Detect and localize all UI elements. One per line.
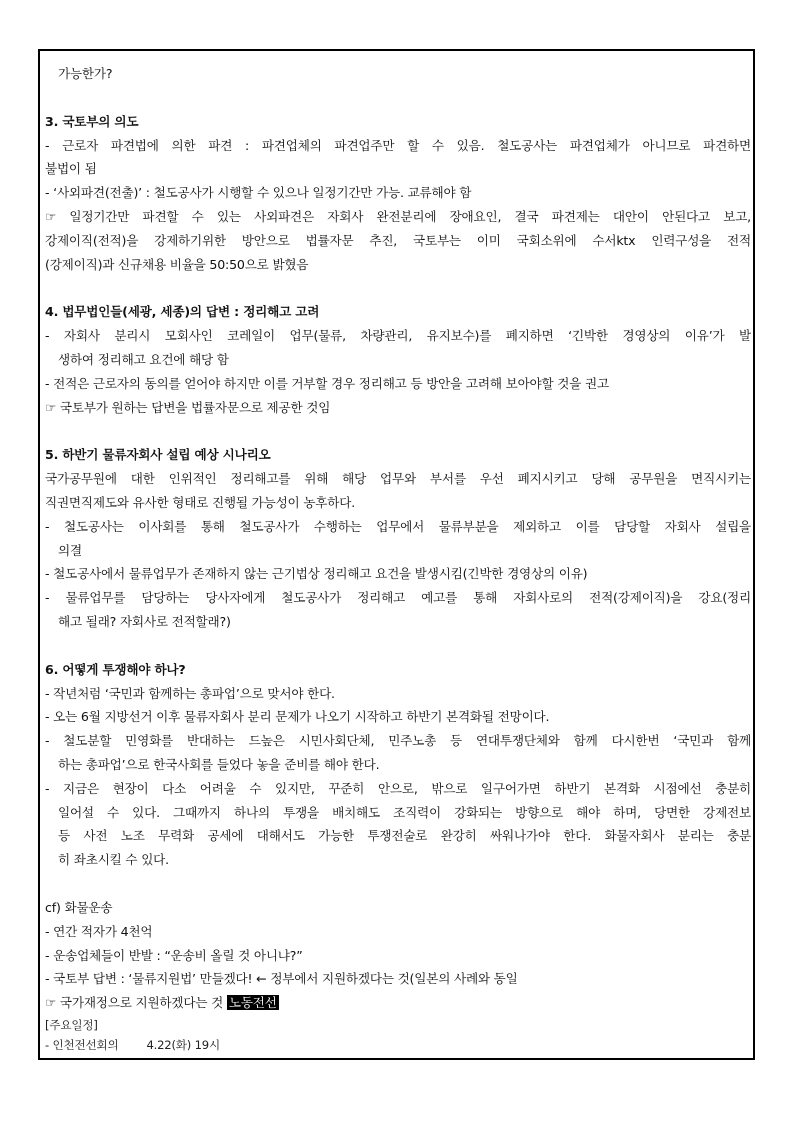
section-3-title: 3. 국토부의 의도 [45,113,139,129]
cf-line-2: - 운송업체들이 반발 : “운송비 올릴 것 아니냐?” [45,947,303,963]
s6-line-3b: 하는 총파업’으로 한국사회를 들었다 놓을 준비를 해야 한다. [58,756,380,772]
s5-line-4: - 물류업무를 담당하는 당사자에게 철도공사가 정리해고 예고를 통해 자회사로의 전적(강제이직)을 강요(정리 [45,590,751,606]
s6-line-4b: 일어설 수 있다. 그때까지 하나의 투쟁을 배치해도 조직력이 강화되는 방향으로 해야 하며, 당면한 강제전보 [58,804,751,820]
s6-line-2: - 오는 6월 지방선거 이후 물류자회사 분리 문제가 나오기 시작하고 하반기 본격화될 전망이다. [45,709,550,725]
s3-line-3b: 강제이직(전적)을 강제하기위한 방안으로 법률자문 추진, 국토부는 이미 국회소위에 수서ktx 인력구성을 전적 [45,232,751,248]
s5-line-2b: 의결 [58,542,82,558]
section-4-title: 4. 법무법인들(세광, 세종)의 답변 : 정리해고 고려 [45,304,320,320]
document-body [45,62,751,1055]
labor-front-highlight: 노동전선 [228,995,277,1011]
s6-line-1: - 작년처럼 ‘국민과 함께하는 총파업’으로 맞서야 한다. [45,685,335,701]
section-6-title: 6. 어떻게 투쟁해야 하나? [45,661,186,677]
cf-line-4 [45,991,751,1015]
s6-line-3: - 철도분할 민영화를 반대하는 드높은 시민사회단체, 민주노총 등 연대투쟁단체와 함께 다시한번 ‘국민과 함께 [45,733,751,749]
s5-line-1: 국가공무원에 대한 인위적인 정리해고를 위해 해당 업무와 부서를 우선 폐지시키고 당해 공무원을 면직시키는 [45,471,751,487]
s3-line-2: - ‘사외파견(전출)’ : 철도공사가 시행할 수 있으나 일정기간만 가능. 교류해야 함 [45,185,472,201]
s3-line-3: ☞ 일정기간만 파견할 수 있는 사외파견은 자회사 완전분리에 장애요인, 결국 파견제는 대안이 안된다고 보고, [45,208,751,224]
s4-line-3: ☞ 국토부가 원하는 답변을 법률자문으로 제공한 것임 [45,399,331,415]
s6-line-4d: 히 좌초시킬 수 있다. [58,852,169,868]
s4-line-1: - 자회사 분리시 모회사인 코레일이 업무(물류, 차량관리, 유지보수)를 폐지하면 ‘긴박한 경영상의 이유’가 발 [45,328,751,344]
schedule-item [45,1035,751,1055]
s5-line-1b: 직권면직제도와 유사한 형태로 진행될 가능성이 농후하다. [45,494,355,510]
s3-line-1: - 근로자 파견법에 의한 파견 : 파견업체의 파견업주만 할 수 있음. 철도공사는 파견업체가 아니므로 파견하면 [45,137,751,153]
s4-line-2: - 전적은 근로자의 동의를 얻어야 하지만 이를 거부할 경우 정리해고 등 방안을 고려해 보아야할 것을 권고 [45,375,609,391]
s5-line-2: - 철도공사는 이사회를 통해 철도공사가 수행하는 업무에서 물류부분을 제외하고 이를 담당할 자회사 설립을 [45,518,751,534]
schedule-title: [주요일정] [45,1017,98,1032]
cf-title: cf) 화물운송 [45,899,113,915]
cf-line-1: - 연간 적자가 4천억 [45,923,153,939]
schedule-item-name: - 인천전선회의 [45,1037,119,1052]
s3-line-3c: (강제이직)과 신규채용 비율을 50:50으로 밝혔음 [45,256,309,272]
s5-line-3: - 철도공사에서 물류업무가 존재하지 않는 근기법상 정리해고 요건을 발생시킴(긴박한 경영상의 이유) [45,566,588,582]
s5-line-4b: 해고 될래? 자회사로 전적할래?) [58,613,231,629]
s6-line-4: - 지금은 현장이 다소 어려울 수 있지만, 꾸준히 안으로, 밖으로 일구어가면 하반기 본격화 시점에선 충분히 [45,780,751,796]
schedule-item-date: 4.22(화) 19시 [146,1037,220,1052]
s6-line-4c: 등 사전 노조 무력화 공세에 대해서도 가능한 투쟁전술로 완강히 싸워나가야 한다. 화물자회사 분리는 충분 [58,828,751,844]
s3-line-1b: 불법이 됨 [45,161,97,177]
cf-line-4-text: ☞ 국가재정으로 지원하겠다는 것 [45,995,224,1011]
intro-tail: 가능한가? [58,66,113,81]
cf-line-3: - 국토부 답변 : ‘물류지원법’ 만들겠다! ← 정부에서 지원하겠다는 것(일본의 사례와 동일 [45,971,518,987]
s4-line-1b: 생하여 정리해고 요건에 해당 함 [58,351,229,367]
section-5-title: 5. 하반기 물류자회사 설립 예상 시나리오 [45,447,271,463]
